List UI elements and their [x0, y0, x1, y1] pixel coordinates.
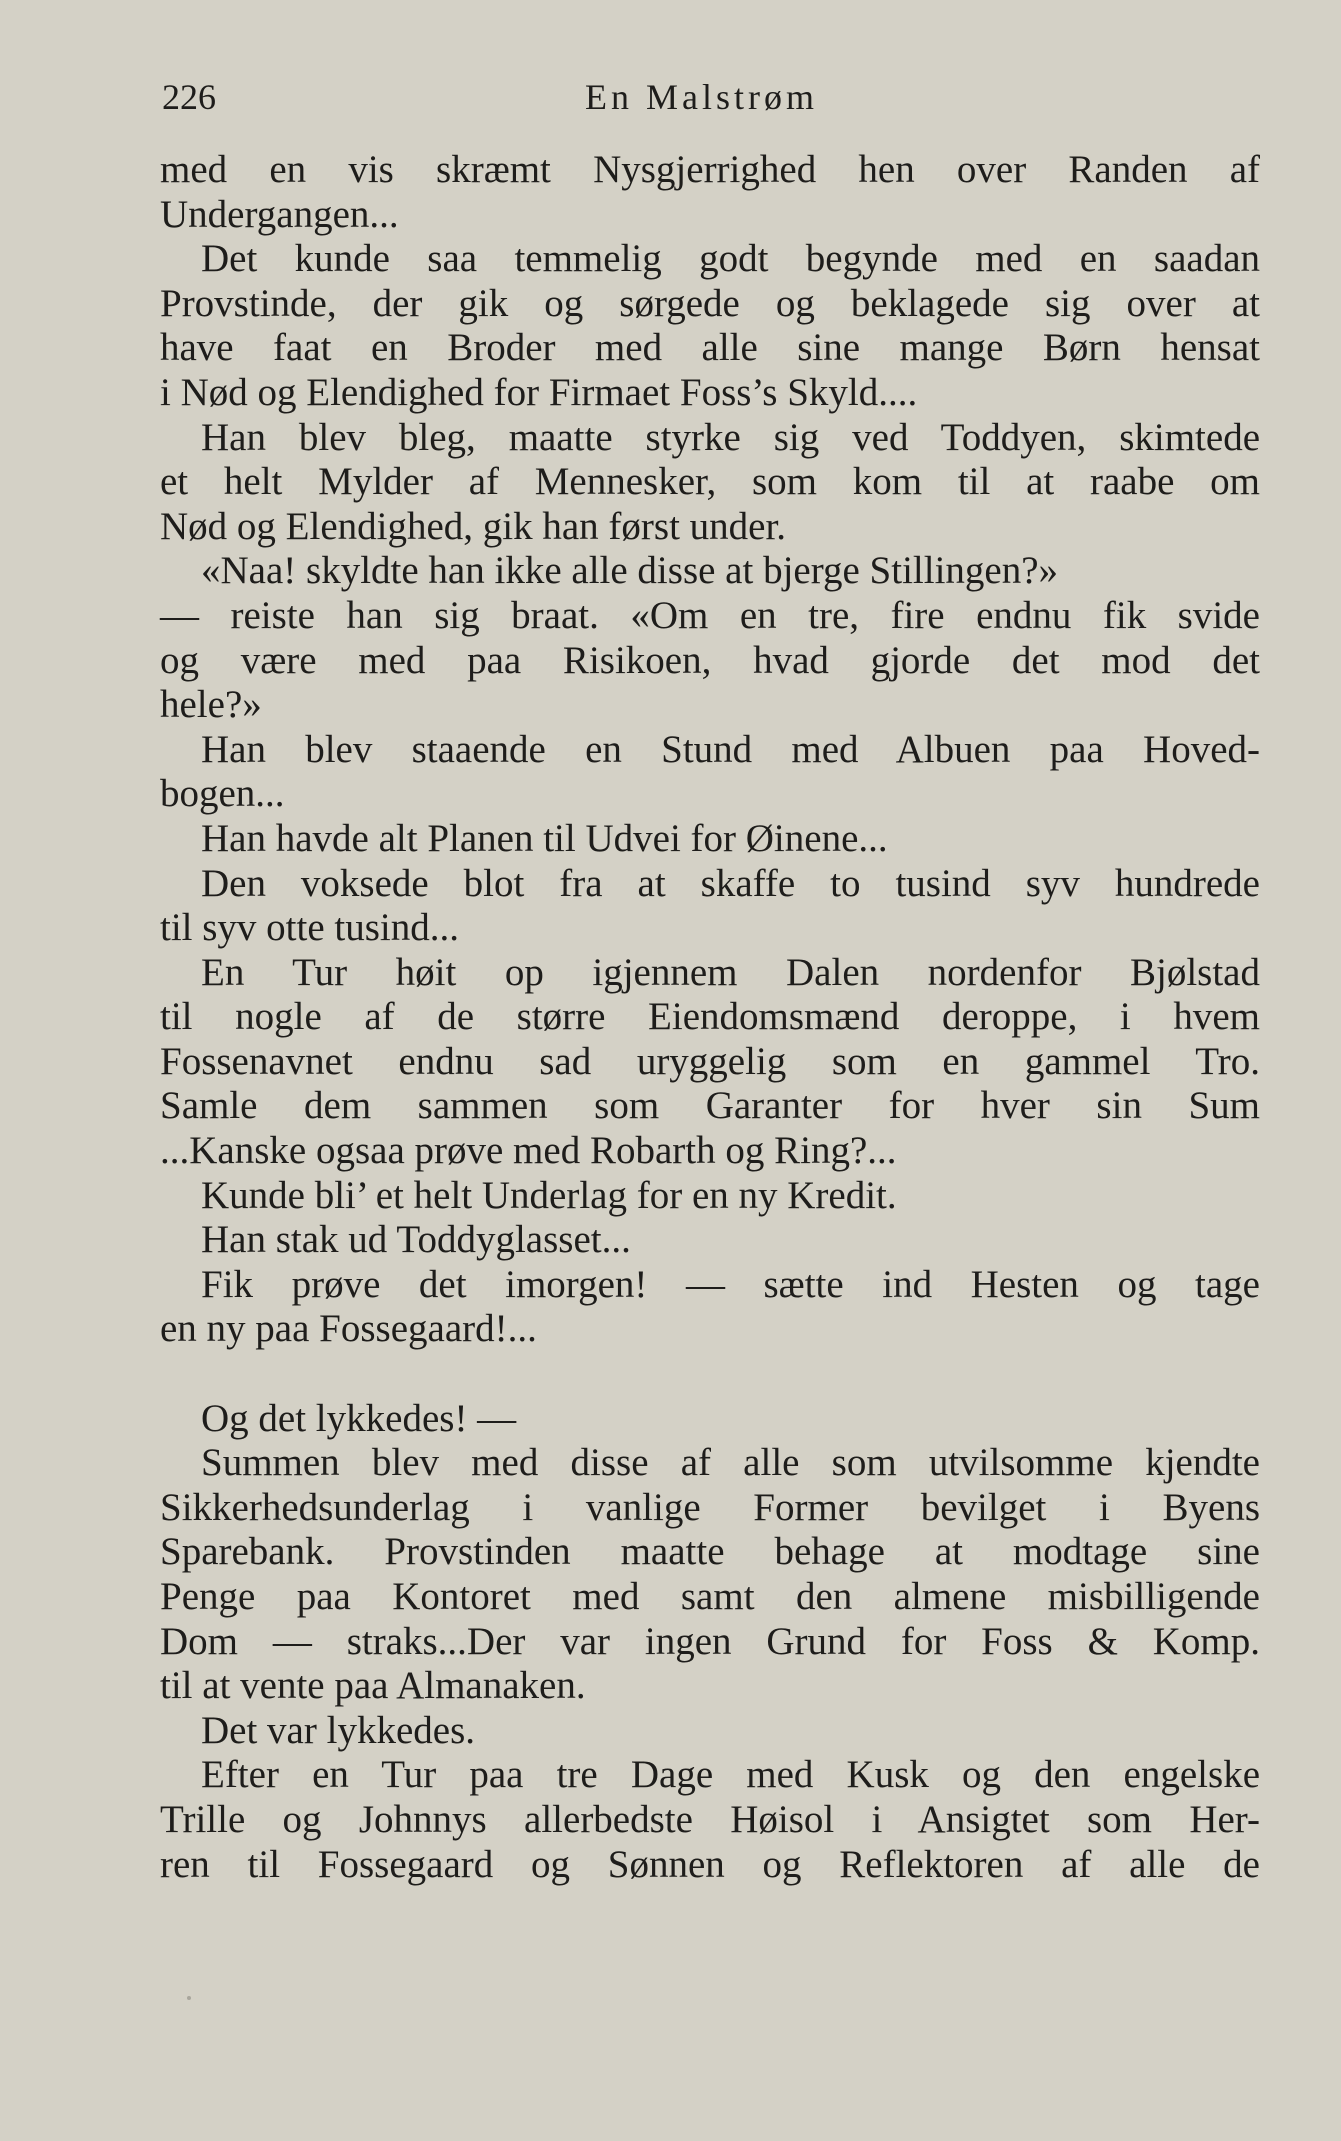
text-line: Undergangen... [160, 192, 399, 236]
text-line: Kunde bli’ et helt Underlag for en ny Kredit. [201, 1173, 897, 1217]
text-line: Og det lykkedes! — [201, 1396, 517, 1440]
text-line: Fik prøve det imorgen! — sætte ind Hesten og tage [201, 1262, 1260, 1306]
text-line: Efter en Tur paa tre Dage med Kusk og den engelske [201, 1753, 1260, 1797]
text-line: i Nød og Elendighed for Firmaet Foss’s Skyld.... [160, 370, 918, 414]
text-line: Han blev bleg, maatte styrke sig ved Toddyen, skimtede [201, 415, 1260, 459]
running-title: En Malstrøm [585, 77, 818, 117]
text-line: Samle dem sammen som Garanter for hver sin Sum [160, 1084, 1260, 1128]
text-line: — reiste han sig braat. «Om en tre, fire endnu fik svide [160, 593, 1260, 637]
text-line: Han stak ud Toddyglasset... [201, 1218, 631, 1262]
text-line: med en vis skræmt Nysgjerrighed hen over Randen af [160, 148, 1260, 191]
text-line: til at vente paa Almanaken. [160, 1664, 586, 1708]
text-line: En Tur høit op igjennem Dalen nordenfor Bjølstad [201, 950, 1260, 994]
paper-speck [187, 1996, 191, 2000]
text-line: Det var lykkedes. [201, 1708, 475, 1752]
text-line: hele?» [160, 683, 262, 727]
text-line: Trille og Johnnys allerbedste Høisol i Ansigtet som Her- [160, 1797, 1260, 1841]
text-line: og være med paa Risikoen, hvad gjorde det mod det [160, 638, 1260, 682]
text-line: «Naa! skyldte han ikke alle disse at bjerge Stillingen?» [201, 549, 1059, 593]
text-line: Sikkerhedsunderlag i vanlige Former bevilget i Byens [160, 1485, 1260, 1529]
text-line: Summen blev med disse af alle som utvilsomme kjendte [201, 1441, 1260, 1485]
text-line: Han blev staaende en Stund med Albuen paa Hoved- [201, 727, 1260, 771]
text-line: Provstinde, der gik og sørgede og beklagede sig over at [160, 281, 1260, 325]
text-line: en ny paa Fossegaard!... [160, 1307, 537, 1351]
text-line: ...Kanske ogsaa prøve med Robarth og Ring?... [160, 1129, 897, 1173]
text-line: Penge paa Kontoret med samt den almene misbilligende [160, 1575, 1260, 1618]
text-line: Nød og Elendighed, gik han først under. [160, 504, 787, 548]
text-line: ren til Fossegaard og Sønnen og Reflektoren af alle de [160, 1842, 1260, 1886]
text-line: til syv otte tusind... [160, 906, 460, 950]
blank-line [160, 1352, 1260, 1397]
text-line: Sparebank. Provstinden maatte behage at modtage sine [160, 1530, 1260, 1574]
page-number: 226 [162, 77, 216, 117]
text-line: have faat en Broder med alle sine mange Børn hensat [160, 326, 1260, 370]
text-line: et helt Mylder af Mennesker, som kom til at raabe om [160, 460, 1260, 504]
page-header [160, 72, 1260, 122]
text-line: Det kunde saa temmelig godt begynde med en saadan [201, 237, 1260, 281]
text-line: Den voksede blot fra at skaffe to tusind syv hundrede [201, 861, 1260, 905]
text-line: Dom — straks...Der var ingen Grund for Foss & Komp. [160, 1619, 1260, 1663]
text-line: Fossenavnet endnu sad uryggelig som en gammel Tro. [160, 1039, 1260, 1083]
text-line: Han havde alt Planen til Udvei for Øinene... [201, 816, 888, 860]
text-line: til nogle af de større Eiendomsmænd deroppe, i hvem [160, 995, 1260, 1039]
body-text [160, 148, 1260, 1887]
text-line: bogen... [160, 772, 285, 816]
